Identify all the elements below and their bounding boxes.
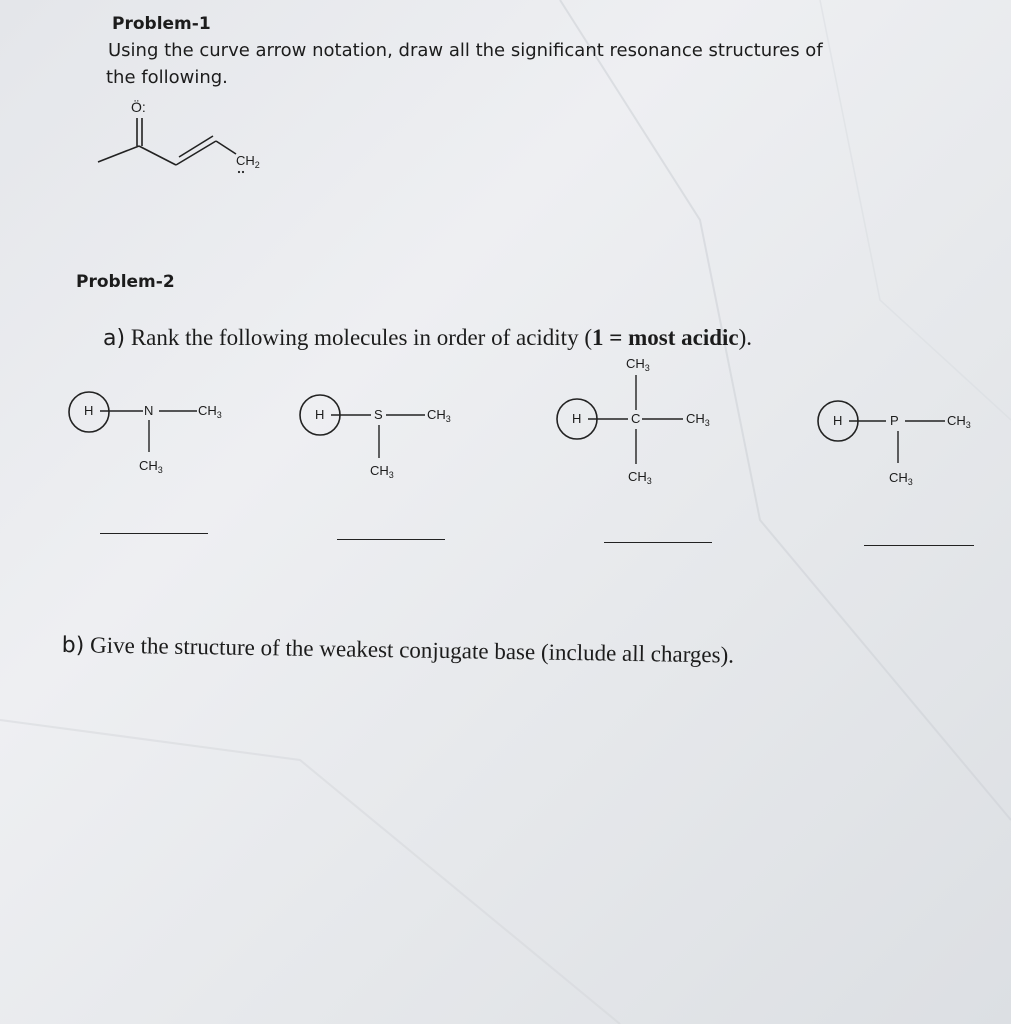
problem1-oxygen-label: Ö:: [131, 99, 146, 115]
part-a-label: a): [103, 326, 126, 351]
mol1-right-group: $CH_3$: [198, 403, 222, 420]
mol3-right-group: $CH_3$: [686, 411, 710, 428]
part-b-label: b): [61, 632, 85, 659]
mol2-bottom-group: $CH_3$: [370, 463, 394, 480]
mol1-center-atom: N: [144, 403, 154, 418]
mol1-h-atom: H: [84, 403, 94, 418]
mol2-right-group: $CH_3$: [427, 407, 451, 424]
problem1-instruction-line1: Using the curve arrow notation, draw all the significant resonance structures of: [108, 40, 823, 61]
molecule-amine: [69, 392, 197, 452]
mol3-center-atom: C: [631, 411, 641, 426]
mol1-bottom-group: $CH_3$: [139, 458, 163, 475]
problem1-ch2-label: $CH_2$: [236, 153, 260, 170]
rank-answer-line-3[interactable]: [604, 542, 712, 543]
rank-answer-line-1[interactable]: [100, 533, 208, 534]
mol4-bottom-group: $CH_3$: [889, 470, 913, 487]
molecule-phosphine: [818, 401, 945, 463]
part-a-question: a) Rank the following molecules in order of acidity (1 = most acidic).: [103, 325, 753, 351]
problem1-heading: Problem-1: [112, 14, 211, 34]
mol4-right-group: $CH_3$: [947, 413, 971, 430]
mol4-h-atom: H: [833, 413, 843, 428]
molecule-thioether: [300, 395, 425, 458]
part-b-text: Give the structure of the weakest conjugate base (include all charges).: [89, 632, 735, 668]
mol3-bottom-group: $CH_3$: [628, 469, 652, 486]
mol4-center-atom: P: [890, 413, 899, 428]
mol2-center-atom: S: [374, 407, 383, 422]
rank-answer-line-2[interactable]: [337, 539, 445, 540]
rank-answer-line-4[interactable]: [864, 545, 974, 546]
mol2-h-atom: H: [315, 407, 325, 422]
mol3-top-group: $CH_3$: [626, 356, 650, 373]
problem1-instruction-line2: the following.: [106, 67, 228, 88]
problem2-heading: Problem-2: [76, 272, 175, 292]
mol3-h-atom: H: [572, 411, 582, 426]
